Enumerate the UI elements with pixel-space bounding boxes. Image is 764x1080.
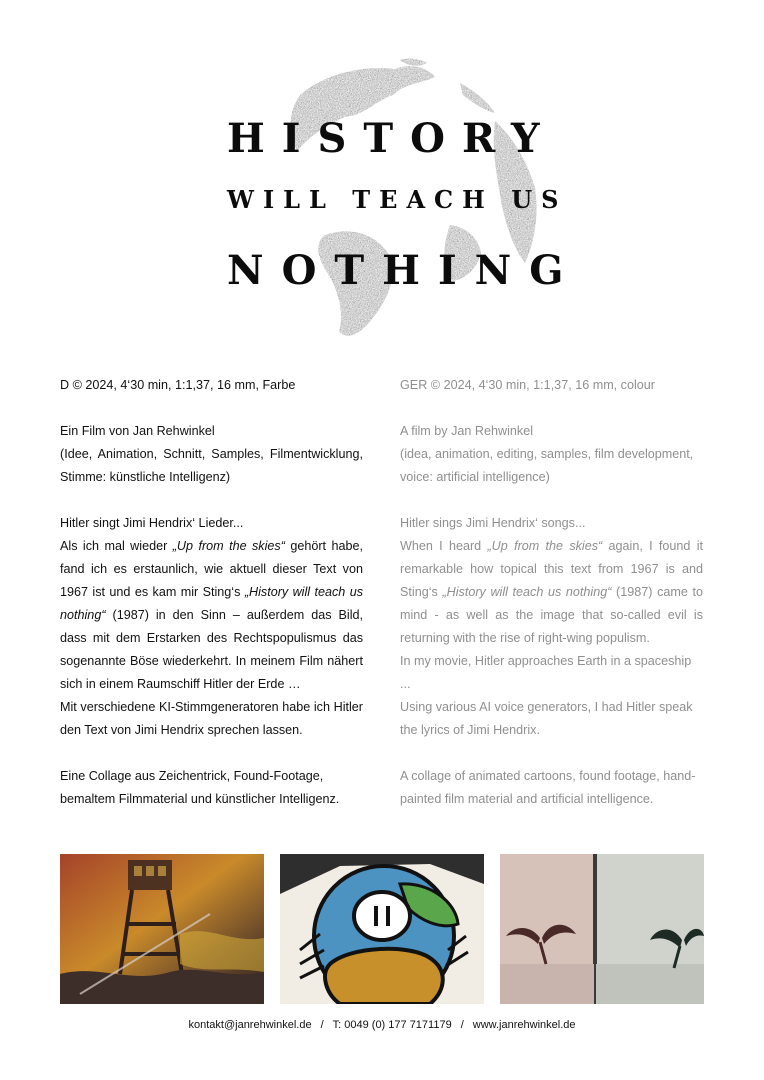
film-still-palms [500, 854, 704, 1004]
english-credits-1: A film by Jan Rehwinkel [400, 424, 533, 438]
english-column [400, 374, 703, 811]
german-song-title: „Up from the skies“ [172, 539, 285, 553]
english-sting-title: „History will teach us nothing“ [442, 585, 612, 599]
palms-still-image [500, 854, 704, 1004]
english-body-a: When I heard [400, 539, 488, 553]
english-body [400, 535, 703, 650]
footer-separator: / [320, 1019, 324, 1031]
title-history: HISTORY [227, 115, 557, 162]
german-meta: D © 2024, 4‘30 min, 1:1,37, 16 mm, Farbe [60, 378, 296, 392]
german-body [60, 535, 363, 696]
english-credits-2: (idea, animation, editing, samples, film development, voice: artificial intelligence) [400, 447, 694, 484]
german-lead: Hitler singt Jimi Hendrix‘ Lieder... [60, 516, 244, 530]
english-closing: A collage of animated cartoons, found footage, hand-painted film material and artificial intelligence. [400, 769, 696, 806]
german-body-d: Mit verschiedene KI-Stimmgeneratoren habe ich Hitler den Text von Jimi Hendrix sprechen lassen. [60, 700, 363, 737]
english-lead: Hitler sings Jimi Hendrix‘ songs... [400, 516, 586, 530]
title-nothing: NOTHING [227, 247, 582, 294]
english-song-title: „Up from the skies“ [487, 539, 603, 553]
footer-separator: / [460, 1019, 464, 1031]
german-body-a: Als ich mal wieder [60, 539, 173, 553]
phone-number: T: 0049 (0) 177 7171179 [332, 1019, 452, 1031]
german-body-b: gehört habe, fand ich es erstaunlich, wie aktuell dieser Text von 1967 ist und es kam mir Sting‘s [60, 539, 363, 599]
english-body-b: again, I found it remarkable how topical this text from 1967 is and Sting‘s [400, 539, 704, 599]
title-will-teach-us: WILL TEACH US [227, 185, 568, 214]
german-body-c: (1987) in den Sinn – außerdem das Bild, dass mit dem Erstarken des Rechtspopulismus das sogenannte Böse wiederkehrt. In meinem Film nähert sich in einem Raumschiff Hitler der Erde … [60, 608, 363, 691]
title-logo [205, 55, 585, 350]
english-body-d: In my movie, Hitler approaches Earth in a spaceship ... [400, 654, 692, 691]
cartoon-still-image [280, 854, 484, 1004]
email-link[interactable]: kontakt@janrehwinkel.de [188, 1019, 312, 1031]
film-still-watchtower [60, 854, 264, 1004]
german-column [60, 374, 363, 811]
english-meta: GER © 2024, 4‘30 min, 1:1,37, 16 mm, colour [400, 378, 655, 392]
english-body-c: (1987) came to mind - as well as the image that so-called evil is returning with the rise of right-wing populism. [400, 585, 703, 645]
watchtower-still-image [60, 854, 264, 1004]
english-body-e: Using various AI voice generators, I had Hitler speak the lyrics of Jimi Hendrix. [400, 700, 693, 737]
film-still-cartoon [280, 854, 484, 1004]
website-link[interactable]: www.janrehwinkel.de [472, 1019, 576, 1031]
footer-contact [0, 1019, 764, 1031]
german-sting-title: „History will teach us nothing“ [60, 585, 363, 622]
german-credits-1: Ein Film von Jan Rehwinkel [60, 424, 215, 438]
german-credits-2: (Idee, Animation, Schnitt, Samples, Filmentwicklung, Stimme: künstliche Intelligenz) [60, 447, 363, 484]
german-closing: Eine Collage aus Zeichentrick, Found-Footage, bemaltem Filmmaterial und künstlicher Intelligenz. [60, 769, 340, 806]
